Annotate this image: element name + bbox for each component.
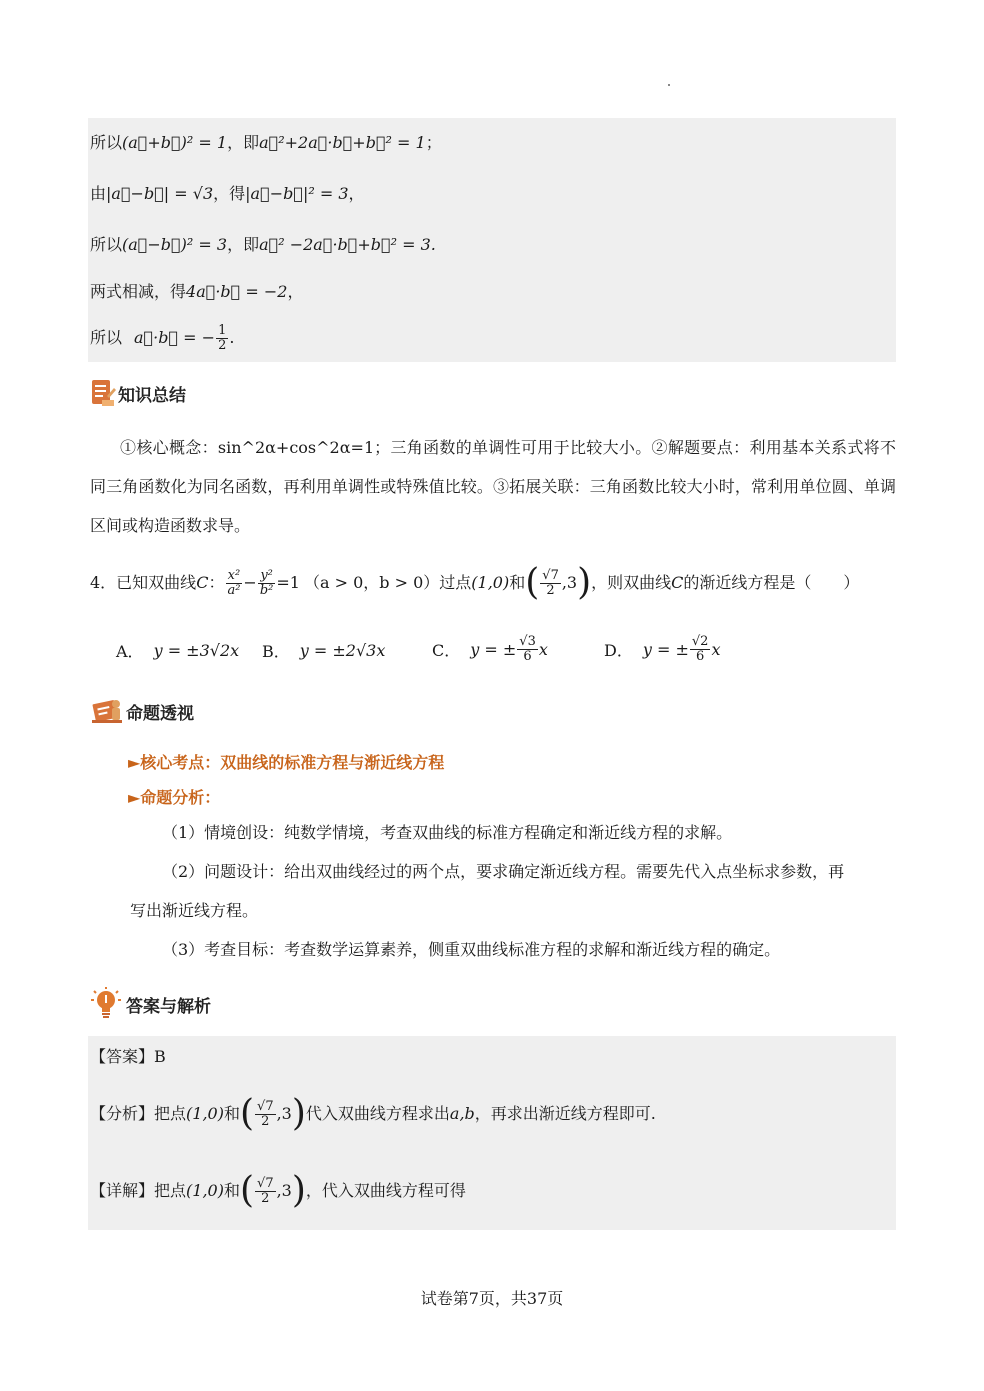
fraction-sqrt7-2: $\frac{√7}{2}$ [542,567,559,598]
answer-heading: 答案与解析 [90,986,211,1022]
question-4: 4．已知双曲线 C ： $\frac{\text{x²}}{\text{a²}}$ − $\frac{\text{y²}}{\text{b²}}$ =1 （a > 0，b > 0）过点 (1,0) 和 ( $\frac{√7}{2}$ ,3 ) ，则双曲线 C 的渐近线方程是（ ） [90,562,860,603]
paren-right: ) [291,1093,306,1134]
fraction-sqrt7-2: $\frac{√7}{2}$ [257,1175,274,1206]
paren-left: ( [525,562,540,603]
fraction-sqrt2-6: $\frac{√2}{6}$ [691,633,709,664]
solution-line-3: 所以(a⃗−b⃗)² = 3，即a⃗² −2a⃗·b⃗+b⃗² = 3. [90,235,436,254]
insight-item-3: （3）考查目标：考查数学运算素养，侧重双曲线标准方程的求解和渐近线方程的确定。 [162,940,781,959]
paren-right: ) [291,1170,306,1211]
fraction-y2-b2: $\frac{\text{y²}}{\text{b²}}$ [259,567,274,598]
paren-right: ) [577,562,592,603]
solution-line-4: 两式相减，得4a⃗·b⃗ = −2， [90,282,304,301]
solution-line-1: 所以(a⃗+b⃗)² = 1，即a⃗²+2a⃗·b⃗+b⃗² = 1； [90,133,442,152]
solution-line-5: 所以 a⃗·b⃗ = − $\frac{1}{2}$ . [90,322,235,353]
summary-heading: 知识总结 [90,378,186,408]
option-c[interactable]: C． y = ± $\frac{√3}{6}$ x [432,633,548,664]
lightbulb-icon [90,986,124,1022]
answer-line: 【答案】B [90,1047,166,1066]
page-dot [668,84,670,86]
presentation-icon [90,694,124,728]
core-point: ►核心考点：双曲线的标准方程与渐近线方程 [128,753,445,772]
fraction-sqrt3-6: $\frac{√3}{6}$ [519,633,536,664]
notes-icon [90,378,116,408]
detail-line: 【详解】 把点 (1,0) 和 ( $\frac{√7}{2}$ ,3 ) ，代入双曲线方程可得 [90,1170,466,1211]
insight-item-2b: 写出渐近线方程。 [130,901,259,920]
insight-item-1: （1）情境创设：纯数学情境，考查双曲线的标准方程确定和渐近线方程的求解。 [162,823,733,842]
paren-left: ( [239,1170,255,1211]
solution-line-2: 由|a⃗−b⃗| = √3，得|a⃗−b⃗|² = 3， [90,184,365,203]
analysis-line: 【分析】 把点 (1,0) 和 ( $\frac{√7}{2}$ ,3 ) 代入双曲线方程求出 a,b ，再求出渐近线方程即可. [90,1093,656,1134]
page-footer: 试卷第7页，共37页 [420,1289,564,1308]
insight-heading: 命题透视 [90,694,194,728]
fraction-sqrt7-2: $\frac{√7}{2}$ [257,1098,274,1129]
insight-item-2a: （2）问题设计：给出双曲线经过的两个点，要求确定渐近线方程。需要先代入点坐标求参数，再 [162,862,845,881]
analysis-label: ►命题分析： [128,788,221,807]
option-a[interactable]: A． y = ±3√2x [116,640,240,661]
option-b[interactable]: B． y = ±2√3x [262,640,386,661]
fraction-x2-a2: $\frac{\text{x²}}{\text{a²}}$ [227,567,241,598]
fraction-half: $\frac{1}{2}$ [218,322,227,353]
summary-text: ①核心概念：sin^2α+cos^2α=1；三角函数的单调性可用于比较大小。②解题要点：利用基本关系式将不同三角函数化为同名函数，再利用单调性或特殊值比较。③拓展关联：三角函数比较大小时，常利用单位圆、单调区间或构造函数求导。 [90,438,896,535]
paren-left: ( [239,1093,255,1134]
option-d[interactable]: D． y = ± $\frac{√2}{6}$ x [604,633,721,664]
